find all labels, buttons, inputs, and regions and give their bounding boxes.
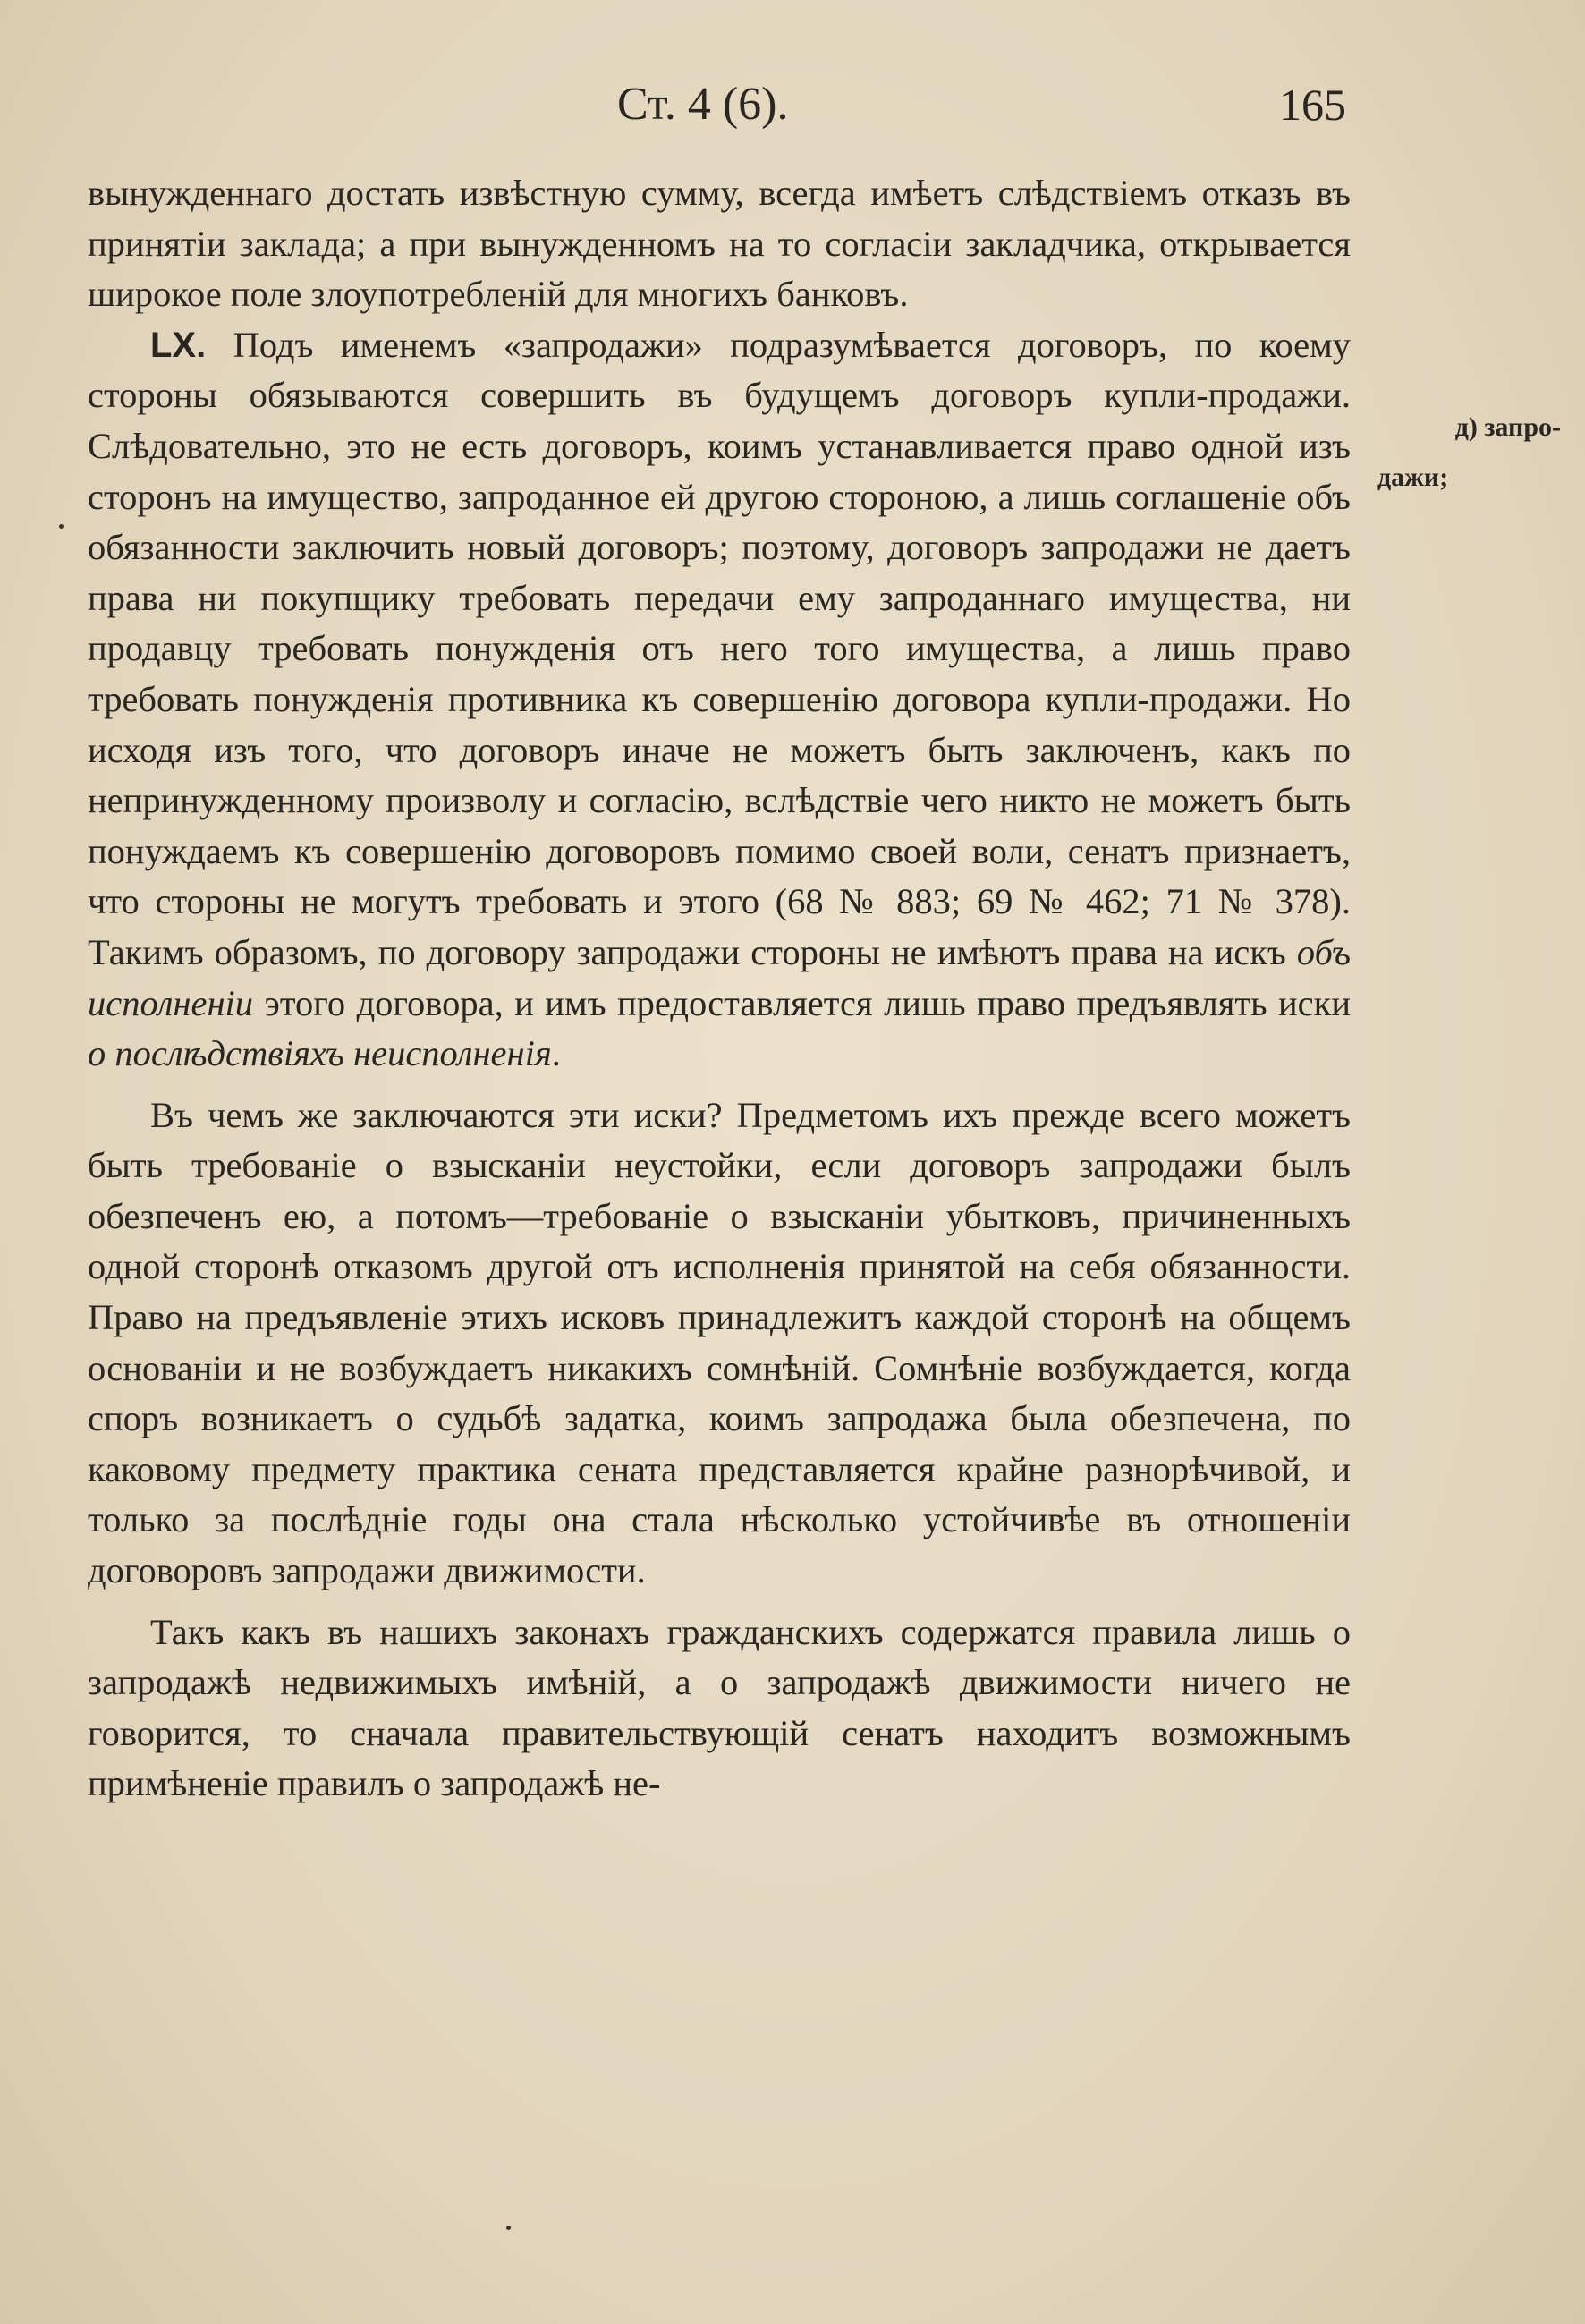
paragraph-1: вынужденнаго достать извѣстную сумму, всегда имѣетъ слѣдствіемъ отказъ въ принятіи заклада; а при вынужденномъ на то согласіи закладчика, открывается широкое поле злоупотребленій для многихъ банковъ. [88,173,1351,315]
page-title: Ст. 4 (6). [617,79,789,130]
paragraph-2-section-lx [88,320,1351,1080]
margin-note [1377,403,1561,503]
paragraph-2-text-a: Подъ именемъ «запродажи» подразумѣвается договоръ, по коему стороны обязываются совершить въ будущемъ договоръ купли-продажи. Слѣдовательно, это не есть договоръ, коимъ устанавливается право одной изъ сторонъ на имущество, запроданное ей другою стороною, а лишь соглашеніе объ обязанности заключить новый договоръ; поэтому, договоръ запродажи не даетъ права ни покупщику требовать передачи ему запроданнаго имущества, ни продавцу требовать понужденія отъ него того имущества, а лишь право требовать понужденія противника къ совершенію договора купли-продажи. Но исходя изъ того, что договоръ иначе не можетъ быть заключенъ, какъ по непринужденному произволу и согласію, вслѣдствіе чего никто не можетъ быть понуждаемъ къ совершенію договоровъ помимо своей воли, сенатъ признаетъ, что стороны не могутъ требовать и этого (68 № 883; 69 № 462; 71 № 378). Такимъ образомъ, по договору запродажи стороны не имѣютъ права на искъ [88,324,1351,972]
paper-speck [506,2226,511,2230]
page-number: 165 [1279,80,1346,130]
paragraph-2-text-b: этого договора, и имъ предоставляется лишь право предъявлять иски [253,982,1351,1023]
margin-note-line-1: д) запро- [1454,412,1561,442]
margin-note-line-2: дажи; [1377,462,1449,492]
paragraph-2-text-c: . [551,1033,561,1074]
running-head [0,73,1585,136]
body-text [88,168,1351,1810]
paragraph-2-italic-1: объ исполненіи [88,931,1351,1023]
section-number: LX. [150,325,207,365]
paragraph-4: Такъ какъ въ нашихъ законахъ гражданскихъ содержатся правила лишь о запродажѣ недвижимыхъ имѣній, а о запродажѣ движимости ничего не говорится, то сначала правительствующій сенатъ находитъ возможнымъ примѣненіе правилъ о запродажѣ не- [88,1611,1351,1804]
paragraph-3: Въ чемъ же заключаются эти иски? Предметомъ ихъ прежде всего можетъ быть требованіе о взысканіи неустойки, если договоръ запродажи былъ обезпеченъ ею, а потомъ—требованіе о взысканіи убытковъ, причиненныхъ одной сторонѣ отказомъ другой отъ исполненія принятой на себя обязанности. Право на предъявленіе этихъ исковъ принадлежитъ каждой сторонѣ на общемъ основаніи и не возбуждаетъ никакихъ сомнѣній. Сомнѣніе возбуждается, когда споръ возникаетъ о судьбѣ задатка, коимъ запродажа была обезпечена, по каковому предмету практика сената представляется крайне разнорѣчивой, и только за послѣдніе годы она стала нѣсколько устойчивѣе въ отношеніи договоровъ запродажи движимости. [88,1094,1351,1591]
paragraph-2-italic-2: о послѣдствіяхъ неисполненія [88,1033,552,1074]
paper-speck [59,524,64,529]
